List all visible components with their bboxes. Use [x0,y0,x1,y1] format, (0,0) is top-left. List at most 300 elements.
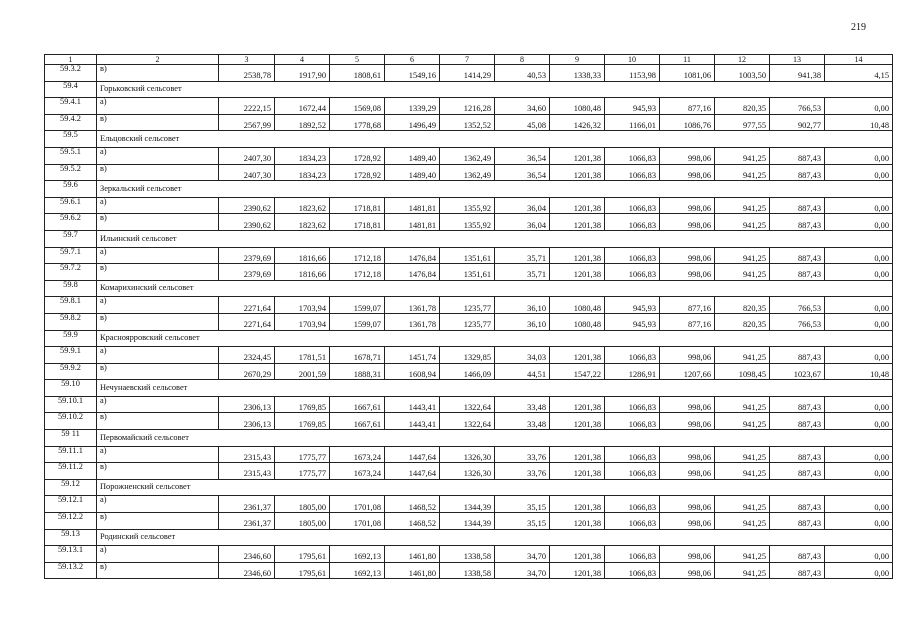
column-header: 6 [385,55,440,65]
section-name: Зеркальский сельсовет [97,181,893,198]
table-cell: 1201,38 [550,347,605,364]
table-cell: 0,00 [825,546,893,563]
row-code: 59.9.1 [45,347,97,364]
table-cell: 1201,38 [550,463,605,480]
row-code: 59.12.1 [45,496,97,513]
table-cell: 902,77 [770,114,825,131]
row-subitem: а) [97,297,219,314]
table-cell: 1080,48 [550,297,605,314]
column-header: 2 [97,55,219,65]
table-cell: 977,55 [715,114,770,131]
table-row [45,496,893,513]
row-subitem: в) [97,264,219,281]
table-row [45,413,893,430]
table-cell: 1201,38 [550,197,605,214]
table-cell: 887,43 [770,463,825,480]
table-cell: 1701,08 [330,513,385,530]
table-cell: 1461,80 [385,562,440,579]
table-cell: 1361,78 [385,297,440,314]
table-cell: 1769,85 [275,396,330,413]
table-cell: 2346,60 [219,546,275,563]
table-cell: 2306,13 [219,413,275,430]
table-cell: 998,06 [660,396,715,413]
table-cell: 1816,66 [275,247,330,264]
table-cell: 1718,81 [330,214,385,231]
section-row [45,529,893,546]
table-cell: 1673,24 [330,463,385,480]
table-cell: 1426,32 [550,114,605,131]
table-cell: 941,25 [715,496,770,513]
table-cell: 0,00 [825,164,893,181]
table-cell: 945,93 [605,297,660,314]
table-cell: 35,71 [495,264,550,281]
table-cell: 1599,07 [330,297,385,314]
table-cell: 34,60 [495,98,550,115]
table-cell: 877,16 [660,98,715,115]
row-subitem: а) [97,446,219,463]
table-cell: 1081,06 [660,65,715,82]
row-subitem: в) [97,114,219,131]
table-cell: 1447,64 [385,446,440,463]
table-cell: 1066,83 [605,247,660,264]
table-cell: 887,43 [770,496,825,513]
table-cell: 1451,74 [385,347,440,364]
row-code: 59.9 [45,330,97,347]
table-cell: 1201,38 [550,147,605,164]
table-cell: 1461,80 [385,546,440,563]
table-cell: 45,08 [495,114,550,131]
table-cell: 1489,40 [385,147,440,164]
row-code: 59.6.2 [45,214,97,231]
row-code: 59.10.2 [45,413,97,430]
row-subitem: в) [97,65,219,82]
row-code: 59.13 [45,529,97,546]
table-cell: 1355,92 [440,197,495,214]
table-cell: 1361,78 [385,313,440,330]
table-cell: 0,00 [825,446,893,463]
section-name: Горьковский сельсовет [97,81,893,98]
row-code: 59.7.1 [45,247,97,264]
table-cell: 1703,94 [275,297,330,314]
table-cell: 2346,60 [219,562,275,579]
table-row [45,247,893,264]
table-cell: 1066,83 [605,264,660,281]
table-cell: 33,48 [495,413,550,430]
row-code: 59.8 [45,280,97,297]
table-row [45,446,893,463]
table-cell: 1468,52 [385,496,440,513]
section-row [45,181,893,198]
section-name: Красноярровский сельсовет [97,330,893,347]
table-cell: 2222,15 [219,98,275,115]
table-cell: 887,43 [770,347,825,364]
table-cell: 1672,44 [275,98,330,115]
table-cell: 2407,30 [219,147,275,164]
column-header: 3 [219,55,275,65]
table-cell: 0,00 [825,214,893,231]
section-row [45,380,893,397]
table-cell: 1496,49 [385,114,440,131]
row-code: 59.4.2 [45,114,97,131]
table-cell: 0,00 [825,513,893,530]
column-header: 11 [660,55,715,65]
table-cell: 1481,81 [385,197,440,214]
section-name: Порожненский сельсовет [97,479,893,496]
table-cell: 998,06 [660,546,715,563]
table-cell: 1201,38 [550,562,605,579]
section-name: Первомайский сельсовет [97,430,893,447]
table-cell: 1322,64 [440,413,495,430]
section-row [45,280,893,297]
table-cell: 887,43 [770,247,825,264]
table-cell: 887,43 [770,546,825,563]
table-cell: 35,15 [495,513,550,530]
table-cell: 1692,13 [330,546,385,563]
table-cell: 2390,62 [219,214,275,231]
table-cell: 820,35 [715,313,770,330]
table-cell: 998,06 [660,413,715,430]
table-cell: 1781,51 [275,347,330,364]
table-cell: 1775,77 [275,463,330,480]
table-cell: 2670,29 [219,363,275,380]
section-name: Родинский сельсовет [97,529,893,546]
table-cell: 1066,83 [605,197,660,214]
row-code: 59.12.2 [45,513,97,530]
table-cell: 1778,68 [330,114,385,131]
table-cell: 1066,83 [605,463,660,480]
table-cell: 998,06 [660,197,715,214]
column-header: 8 [495,55,550,65]
table-cell: 941,25 [715,247,770,264]
table-cell: 1547,22 [550,363,605,380]
table-cell: 1476,84 [385,247,440,264]
table-cell: 0,00 [825,197,893,214]
table-cell: 877,16 [660,313,715,330]
row-code: 59.11.2 [45,463,97,480]
table-cell: 1834,23 [275,164,330,181]
table-cell: 2390,62 [219,197,275,214]
row-subitem: а) [97,347,219,364]
page-number: 219 [851,22,866,33]
table-cell: 941,25 [715,413,770,430]
table-cell: 887,43 [770,147,825,164]
table-cell: 1338,58 [440,562,495,579]
tariff-table [44,54,893,579]
table-cell: 0,00 [825,247,893,264]
table-cell: 887,43 [770,562,825,579]
row-code: 59.13.2 [45,562,97,579]
table-cell: 1805,00 [275,513,330,530]
row-subitem: в) [97,164,219,181]
table-cell: 2379,69 [219,247,275,264]
table-cell: 1667,61 [330,396,385,413]
column-header: 7 [440,55,495,65]
table-cell: 1066,83 [605,164,660,181]
row-subitem: а) [97,197,219,214]
table-cell: 1712,18 [330,264,385,281]
table-cell: 998,06 [660,264,715,281]
table-cell: 1066,83 [605,446,660,463]
table-cell: 1447,64 [385,463,440,480]
table-cell: 1066,83 [605,562,660,579]
table-cell: 941,25 [715,214,770,231]
table-cell: 941,25 [715,513,770,530]
row-subitem: в) [97,562,219,579]
table-cell: 2315,43 [219,463,275,480]
table-cell: 1201,38 [550,496,605,513]
table-cell: 1728,92 [330,164,385,181]
table-cell: 941,25 [715,446,770,463]
table-cell: 0,00 [825,562,893,579]
table-cell: 1201,38 [550,214,605,231]
section-name: Комарихинский сельсовет [97,280,893,297]
table-cell: 1080,48 [550,98,605,115]
table-cell: 877,16 [660,297,715,314]
table-cell: 44,51 [495,363,550,380]
table-cell: 36,10 [495,313,550,330]
section-row [45,330,893,347]
table-cell: 941,25 [715,463,770,480]
table-cell: 941,25 [715,197,770,214]
row-subitem: а) [97,396,219,413]
section-row [45,430,893,447]
table-cell: 941,25 [715,147,770,164]
column-header: 9 [550,55,605,65]
table-cell: 1201,38 [550,413,605,430]
table-cell: 1352,52 [440,114,495,131]
table-cell: 1476,84 [385,264,440,281]
table-body [45,55,893,579]
column-header: 13 [770,55,825,65]
table-cell: 0,00 [825,496,893,513]
table-row [45,463,893,480]
row-code: 59.3.2 [45,65,97,82]
table-cell: 1235,77 [440,297,495,314]
table-cell: 34,70 [495,562,550,579]
table-cell: 1351,61 [440,264,495,281]
table-cell: 2271,64 [219,313,275,330]
table-cell: 2315,43 [219,446,275,463]
table-cell: 1338,58 [440,546,495,563]
table-cell: 0,00 [825,463,893,480]
table-cell: 1362,49 [440,164,495,181]
table-cell: 1339,29 [385,98,440,115]
table-cell: 1344,39 [440,496,495,513]
table-cell: 998,06 [660,513,715,530]
column-header: 5 [330,55,385,65]
table-cell: 35,71 [495,247,550,264]
table-cell: 1351,61 [440,247,495,264]
row-code: 59.7.2 [45,264,97,281]
table-cell: 1489,40 [385,164,440,181]
table-cell: 1443,41 [385,413,440,430]
table-cell: 1098,45 [715,363,770,380]
table-cell: 1326,30 [440,446,495,463]
row-code: 59.5 [45,131,97,148]
table-cell: 887,43 [770,164,825,181]
table-cell: 998,06 [660,147,715,164]
table-cell: 1673,24 [330,446,385,463]
row-code: 59.6 [45,181,97,198]
table-cell: 1338,33 [550,65,605,82]
table-cell: 10,48 [825,363,893,380]
table-cell: 1888,31 [330,363,385,380]
table-cell: 1153,98 [605,65,660,82]
header-row [45,55,893,65]
table-cell: 1769,85 [275,413,330,430]
table-cell: 998,06 [660,347,715,364]
table-cell: 1166,01 [605,114,660,131]
table-cell: 887,43 [770,197,825,214]
row-subitem: в) [97,363,219,380]
row-subitem: в) [97,463,219,480]
table-cell: 2538,78 [219,65,275,82]
table-cell: 36,10 [495,297,550,314]
table-cell: 998,06 [660,247,715,264]
row-code: 59.10 [45,380,97,397]
row-subitem: в) [97,313,219,330]
table-cell: 0,00 [825,297,893,314]
row-code: 59.12 [45,479,97,496]
column-header: 4 [275,55,330,65]
table-cell: 941,25 [715,396,770,413]
table-cell: 2361,37 [219,513,275,530]
row-subitem: а) [97,98,219,115]
table-row [45,396,893,413]
table-row [45,264,893,281]
section-row [45,131,893,148]
table-cell: 2271,64 [219,297,275,314]
table-cell: 1003,50 [715,65,770,82]
row-code: 59.7 [45,230,97,247]
table-cell: 1701,08 [330,496,385,513]
table-cell: 1678,71 [330,347,385,364]
table-row [45,363,893,380]
row-subitem: а) [97,147,219,164]
table-cell: 1066,83 [605,413,660,430]
table-cell: 1692,13 [330,562,385,579]
table-cell: 1823,62 [275,214,330,231]
column-header: 12 [715,55,770,65]
table-cell: 998,06 [660,164,715,181]
column-header: 10 [605,55,660,65]
table-cell: 941,25 [715,546,770,563]
table-cell: 941,25 [715,562,770,579]
table-cell: 1080,48 [550,313,605,330]
table-cell: 2306,13 [219,396,275,413]
table-cell: 1718,81 [330,197,385,214]
table-row [45,297,893,314]
table-cell: 1286,91 [605,363,660,380]
table-cell: 1823,62 [275,197,330,214]
table-row [45,546,893,563]
table-cell: 1816,66 [275,264,330,281]
table-cell: 766,53 [770,98,825,115]
table-cell: 2361,37 [219,496,275,513]
table-cell: 941,25 [715,264,770,281]
table-cell: 1344,39 [440,513,495,530]
table-cell: 766,53 [770,297,825,314]
table-cell: 1808,61 [330,65,385,82]
table-cell: 1362,49 [440,147,495,164]
table-cell: 2001,59 [275,363,330,380]
table-cell: 33,48 [495,396,550,413]
table-cell: 1703,94 [275,313,330,330]
table-cell: 1443,41 [385,396,440,413]
table-cell: 1066,83 [605,347,660,364]
table-cell: 1066,83 [605,214,660,231]
section-row [45,81,893,98]
table-cell: 1549,16 [385,65,440,82]
table-cell: 1201,38 [550,164,605,181]
table-cell: 1235,77 [440,313,495,330]
row-code: 59.5.1 [45,147,97,164]
table-cell: 1066,83 [605,513,660,530]
table-cell: 1466,09 [440,363,495,380]
table-row [45,214,893,231]
table-cell: 1667,61 [330,413,385,430]
table-cell: 0,00 [825,98,893,115]
row-subitem: а) [97,496,219,513]
table-cell: 998,06 [660,214,715,231]
table-cell: 1201,38 [550,264,605,281]
table-cell: 33,76 [495,446,550,463]
table-cell: 0,00 [825,147,893,164]
table-cell: 0,00 [825,396,893,413]
table-cell: 1608,94 [385,363,440,380]
table-cell: 1795,61 [275,546,330,563]
row-subitem: в) [97,413,219,430]
row-subitem: а) [97,546,219,563]
table-row [45,114,893,131]
row-code: 59.4.1 [45,98,97,115]
table-cell: 998,06 [660,463,715,480]
table-cell: 1805,00 [275,496,330,513]
section-name: Ильинский сельсовет [97,230,893,247]
table-cell: 2379,69 [219,264,275,281]
table-cell: 34,03 [495,347,550,364]
table-cell: 766,53 [770,313,825,330]
table-cell: 1775,77 [275,446,330,463]
table-cell: 945,93 [605,98,660,115]
section-row [45,479,893,496]
table-cell: 1892,52 [275,114,330,131]
table-cell: 1599,07 [330,313,385,330]
table-cell: 887,43 [770,264,825,281]
row-code: 59.13.1 [45,546,97,563]
table-cell: 1728,92 [330,147,385,164]
table-cell: 941,38 [770,65,825,82]
table-cell: 820,35 [715,297,770,314]
table-cell: 998,06 [660,446,715,463]
table-cell: 1569,08 [330,98,385,115]
table-cell: 998,06 [660,496,715,513]
table-cell: 4,15 [825,65,893,82]
row-code: 59.4 [45,81,97,98]
table-cell: 941,25 [715,347,770,364]
table-cell: 1414,29 [440,65,495,82]
table-cell: 36,04 [495,197,550,214]
table-cell: 1066,83 [605,147,660,164]
table-cell: 1355,92 [440,214,495,231]
table-cell: 887,43 [770,396,825,413]
table-cell: 2407,30 [219,164,275,181]
table-cell: 941,25 [715,164,770,181]
table-cell: 1207,66 [660,363,715,380]
table-row [45,98,893,115]
table-cell: 36,04 [495,214,550,231]
row-code: 59 11 [45,430,97,447]
